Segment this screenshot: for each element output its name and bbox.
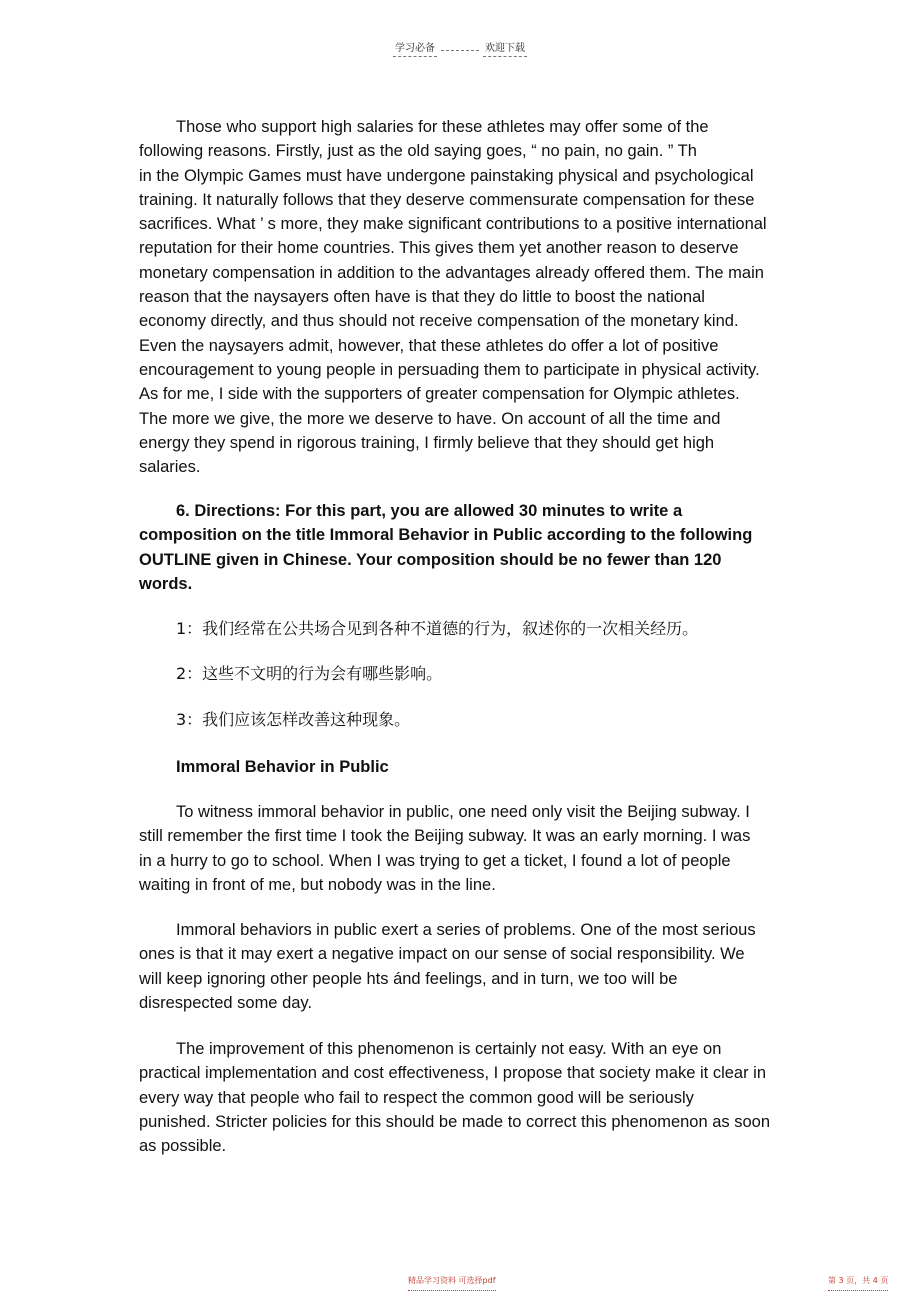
text-line: waiting in front of me, but nobody was in the line.	[139, 875, 496, 894]
header-left-text: 学习必备	[393, 39, 437, 57]
page-number-text: 第 3 页，共 4 页	[828, 1276, 889, 1285]
outline-text: 2：这些不文明的行为会有哪些影响。	[176, 664, 443, 683]
text-line: salaries.	[139, 458, 201, 477]
footer-left-text: 精品学习资料 可选择pdf	[408, 1276, 496, 1285]
footer-dotted-rule	[828, 1287, 888, 1291]
outline-item-3	[139, 708, 829, 732]
page-header	[0, 39, 920, 57]
paragraph-problems	[139, 918, 829, 1015]
essay-title-text: Immoral Behavior in Public	[176, 758, 389, 776]
directions-paragraph	[139, 499, 829, 596]
directions-line: composition on the title Immoral Behavior in Public according to the following	[139, 526, 753, 545]
footer-dotted-rule	[408, 1287, 496, 1291]
text-line: monetary compensation in addition to the advantages already offered them. The main	[139, 263, 764, 282]
text-line: in a hurry to go to school. When I was trying to get a ticket, I found a lot of people	[139, 851, 731, 870]
paragraph-subway	[139, 800, 829, 897]
text-line: To witness immoral behavior in public, one need only visit the Beijing subway. I	[176, 803, 750, 821]
text-line: practical implementation and cost effectiveness, I propose that society make it clear in	[139, 1064, 767, 1083]
text-line: as possible.	[139, 1137, 227, 1156]
text-line: The improvement of this phenomenon is certainly not easy. With an eye on	[176, 1040, 722, 1058]
outline-text: 3：我们应该怎样改善这种现象。	[176, 710, 411, 729]
outline-item-2	[139, 662, 829, 686]
text-line: punished. Stricter policies for this should be made to correct this phenomenon as soon	[139, 1112, 771, 1131]
text-line: training. It naturally follows that they deserve commensurate compensation for these	[139, 190, 755, 209]
text-line: disrespected some day.	[139, 993, 313, 1012]
header-right-text: 欢迎下载	[483, 39, 527, 57]
text-line: Immoral behaviors in public exert a series of problems. One of the most serious	[176, 921, 756, 939]
text-line: ones is that it may exert a negative impact on our sense of social responsibility. We	[139, 945, 745, 964]
text-line: reputation for their home countries. This gives them yet another reason to deserve	[139, 239, 739, 258]
paragraph-athletes	[139, 115, 829, 479]
footer-left	[408, 1275, 496, 1291]
page-number	[828, 1275, 888, 1291]
directions-line: OUTLINE given in Chinese. Your composition should be no fewer than 120	[139, 550, 722, 569]
text-line: in the Olympic Games must have undergone painstaking physical and psychological	[139, 166, 754, 185]
directions-line: words.	[139, 574, 193, 593]
text-line: The more we give, the more we deserve to have. On account of all the time and	[139, 409, 721, 428]
text-line: economy directly, and thus should not receive compensation of the monetary kind.	[139, 312, 739, 331]
outline-item-1	[139, 617, 829, 641]
text-line: will keep ignoring other people hts ánd feelings, and in turn, we too will be	[139, 969, 678, 988]
text-line: every way that people who fail to respect the common good will be seriously	[139, 1088, 694, 1107]
text-line: energy they spend in rigorous training, I firmly believe that they should get high	[139, 433, 715, 452]
text-line: encouragement to young people in persuading them to participate in physical activity.	[139, 360, 760, 379]
text-line: sacrifices. What ’ s more, they make significant contributions to a positive international	[139, 215, 767, 234]
paragraph-improvement	[139, 1037, 829, 1158]
text-line: Even the naysayers admit, however, that these athletes do offer a lot of positive	[139, 336, 719, 355]
essay-title	[139, 755, 829, 779]
outline-text: 1：我们经常在公共场合见到各种不道德的行为，叙述你的一次相关经历。	[176, 619, 699, 638]
header-divider	[441, 47, 479, 51]
text-line: reason that the naysayers often have is that they do little to boost the national	[139, 288, 705, 307]
text-line: Those who support high salaries for these athletes may offer some of the	[176, 118, 709, 136]
directions-line: 6. Directions: For this part, you are allowed 30 minutes to write a	[176, 502, 683, 520]
text-line: still remember the first time I took the Beijing subway. It was an early morning. I was	[139, 827, 751, 846]
text-line: As for me, I side with the supporters of greater compensation for Olympic athletes.	[139, 385, 740, 404]
text-line: following reasons. Firstly, just as the old saying goes, “ no pain, no gain. ” Th	[139, 142, 697, 161]
